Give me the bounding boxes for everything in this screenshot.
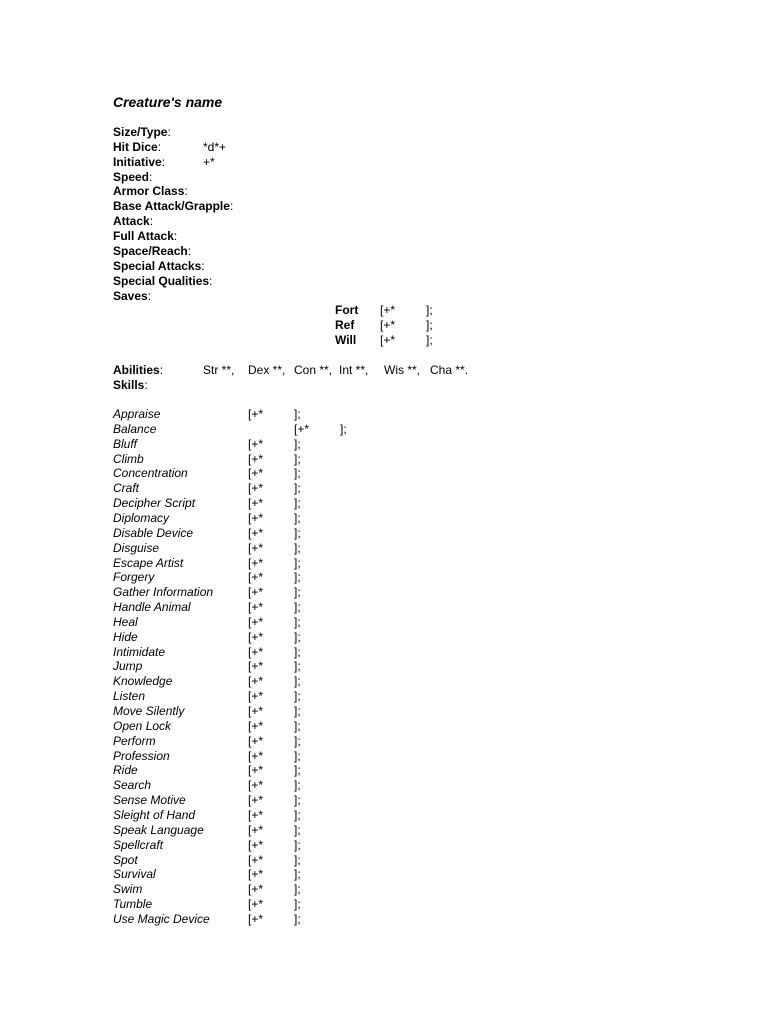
skill-name: Climb	[113, 452, 144, 466]
save-open-fort: [+*	[380, 303, 396, 317]
skill-name: Forgery	[113, 570, 155, 584]
skill-bonus-close: ];	[294, 689, 301, 703]
skill-bonus-close: ];	[340, 422, 347, 436]
skill-name: Survival	[113, 867, 156, 881]
skill-bonus-open: [+*	[248, 659, 264, 673]
skill-bonus-open: [+*	[248, 808, 264, 822]
skill-bonus-close: ];	[294, 452, 301, 466]
skill-bonus-open: [+*	[248, 526, 264, 540]
skill-name: Tumble	[113, 897, 153, 911]
skill-bonus-open: [+*	[248, 541, 264, 555]
stat-line-base-attack-grapple: Base Attack/Grapple:	[113, 199, 234, 213]
save-label-ref: Ref	[335, 318, 355, 332]
skill-bonus-open: [+*	[248, 674, 264, 688]
stat-label: Full Attack	[113, 229, 174, 243]
stat-line-saves: Saves:	[113, 289, 152, 303]
skill-bonus-open: [+*	[248, 466, 264, 480]
ability-str: Str **,	[203, 363, 235, 377]
skill-bonus-close: ];	[294, 719, 301, 733]
skill-bonus-close: ];	[294, 541, 301, 555]
save-label-fort: Fort	[335, 303, 359, 317]
ability-int: Int **,	[339, 363, 369, 377]
skill-bonus-close: ];	[294, 734, 301, 748]
stat-label: Special Attacks	[113, 259, 202, 273]
skill-bonus-close: ];	[294, 600, 301, 614]
skill-bonus-close: ];	[294, 882, 301, 896]
skill-name: Disguise	[113, 541, 160, 555]
skill-bonus-open: [+*	[248, 645, 264, 659]
stat-label: Saves	[113, 289, 148, 303]
ability-wis: Wis **,	[384, 363, 420, 377]
save-close-fort: ];	[426, 303, 433, 317]
skill-bonus-close: ];	[294, 407, 301, 421]
skill-name: Open Lock	[113, 719, 172, 733]
skill-bonus-open: [+*	[248, 600, 264, 614]
skill-bonus-close: ];	[294, 778, 301, 792]
stat-label: Armor Class	[113, 184, 185, 198]
stat-label: Attack	[113, 214, 150, 228]
skill-bonus-close: ];	[294, 793, 301, 807]
stat-line-attack: Attack:	[113, 214, 154, 228]
skill-name: Ride	[113, 763, 138, 777]
skill-bonus-open: [+*	[248, 511, 264, 525]
stat-line-space-reach: Space/Reach:	[113, 244, 192, 258]
skill-bonus-open: [+*	[248, 689, 264, 703]
skill-bonus-close: ];	[294, 511, 301, 525]
skill-bonus-close: ];	[294, 645, 301, 659]
skill-bonus-close: ];	[294, 867, 301, 881]
skill-bonus-open: [+*	[248, 867, 264, 881]
stat-line-speed: Speed:	[113, 170, 153, 184]
skill-bonus-close: ];	[294, 897, 301, 911]
skill-bonus-close: ];	[294, 630, 301, 644]
skill-name: Handle Animal	[113, 600, 191, 614]
skill-bonus-open: [+*	[248, 452, 264, 466]
skill-name: Bluff	[113, 437, 138, 451]
stat-line-size-type: Size/Type:	[113, 125, 171, 139]
skill-name: Decipher Script	[113, 496, 196, 510]
skill-bonus-close: ];	[294, 496, 301, 510]
skill-bonus-close: ];	[294, 615, 301, 629]
stat-line-full-attack: Full Attack:	[113, 229, 178, 243]
skill-name: Spot	[113, 853, 138, 867]
skill-name: Disable Device	[113, 526, 194, 540]
skill-bonus-open: [+*	[248, 897, 264, 911]
skill-bonus-open: [+*	[248, 763, 264, 777]
save-open-ref: [+*	[380, 318, 396, 332]
stat-line-special-attacks: Special Attacks:	[113, 259, 205, 273]
stat-value-hit-dice: *d*+	[203, 140, 227, 154]
stat-label: Base Attack/Grapple	[113, 199, 230, 213]
skill-bonus-close: ];	[294, 466, 301, 480]
skill-bonus-open: [+*	[248, 615, 264, 629]
abilities-label: Abilities	[113, 363, 160, 377]
skill-name: Swim	[113, 882, 143, 896]
skill-bonus-close: ];	[294, 556, 301, 570]
stat-line-special-qualities: Special Qualities:	[113, 274, 213, 288]
skill-name: Knowledge	[113, 674, 173, 688]
skill-name: Spellcraft	[113, 838, 164, 852]
creature-name-heading: Creature's name	[113, 94, 223, 110]
skills-label: Skills	[113, 378, 145, 392]
skill-bonus-open: [+*	[248, 481, 264, 495]
save-close-will: ];	[426, 333, 433, 347]
skill-name: Perform	[113, 734, 156, 748]
skill-bonus-close: ];	[294, 853, 301, 867]
skill-bonus-open: [+*	[248, 778, 264, 792]
skill-name: Listen	[113, 689, 146, 703]
skill-bonus-open: [+*	[248, 793, 264, 807]
skill-bonus-close: ];	[294, 437, 301, 451]
stat-label: Size/Type	[113, 125, 168, 139]
skill-name: Use Magic Device	[113, 912, 210, 926]
skill-name: Search	[113, 778, 152, 792]
skill-bonus-open: [+*	[248, 853, 264, 867]
skill-name: Jump	[113, 659, 143, 673]
skill-bonus-open: [+*	[248, 630, 264, 644]
skill-bonus-close: ];	[294, 659, 301, 673]
skill-bonus-close: ];	[294, 585, 301, 599]
skill-name: Craft	[113, 481, 140, 495]
ability-cha: Cha **.	[430, 363, 469, 377]
skill-bonus-open: [+*	[248, 719, 264, 733]
ability-con: Con **,	[294, 363, 333, 377]
skill-bonus-open: [+*	[294, 422, 310, 436]
skill-name: Move Silently	[113, 704, 185, 718]
skill-name: Sense Motive	[113, 793, 186, 807]
stat-line-armor-class: Armor Class:	[113, 184, 188, 198]
skill-bonus-open: [+*	[248, 570, 264, 584]
skill-bonus-open: [+*	[248, 437, 264, 451]
skill-bonus-open: [+*	[248, 838, 264, 852]
stat-label: Speed	[113, 170, 150, 184]
stat-line-hit-dice: Hit Dice:	[113, 140, 162, 154]
stat-value-initiative: +*	[203, 155, 215, 169]
skills-line: Skills:	[113, 378, 148, 392]
skill-name: Sleight of Hand	[113, 808, 196, 822]
skill-bonus-close: ];	[294, 912, 301, 926]
skill-bonus-open: [+*	[248, 585, 264, 599]
skill-bonus-close: ];	[294, 526, 301, 540]
skill-bonus-open: [+*	[248, 882, 264, 896]
skill-name: Diplomacy	[113, 511, 170, 525]
skill-bonus-close: ];	[294, 481, 301, 495]
skill-bonus-open: [+*	[248, 912, 264, 926]
skill-name: Balance	[113, 422, 157, 436]
skill-bonus-open: [+*	[248, 704, 264, 718]
skill-name: Gather Information	[113, 585, 214, 599]
skill-bonus-close: ];	[294, 749, 301, 763]
skill-bonus-open: [+*	[248, 496, 264, 510]
skill-bonus-open: [+*	[248, 749, 264, 763]
stat-label: Hit Dice	[113, 140, 158, 154]
skill-name: Escape Artist	[113, 556, 184, 570]
skill-name: Profession	[113, 749, 170, 763]
skill-name: Appraise	[113, 407, 161, 421]
skill-bonus-open: [+*	[248, 734, 264, 748]
skill-bonus-open: [+*	[248, 556, 264, 570]
skill-bonus-close: ];	[294, 808, 301, 822]
stat-label: Special Qualities	[113, 274, 210, 288]
stat-line-initiative: Initiative:	[113, 155, 166, 169]
skill-bonus-close: ];	[294, 704, 301, 718]
skill-name: Heal	[113, 615, 138, 629]
save-open-will: [+*	[380, 333, 396, 347]
stat-label: Space/Reach	[113, 244, 188, 258]
abilities-line: Abilities:	[113, 363, 164, 377]
skill-bonus-open: [+*	[248, 407, 264, 421]
skill-bonus-close: ];	[294, 570, 301, 584]
skill-bonus-close: ];	[294, 838, 301, 852]
skill-name: Speak Language	[113, 823, 204, 837]
skill-bonus-close: ];	[294, 674, 301, 688]
save-close-ref: ];	[426, 318, 433, 332]
skill-bonus-close: ];	[294, 763, 301, 777]
ability-dex: Dex **,	[248, 363, 286, 377]
skill-name: Hide	[113, 630, 138, 644]
stat-label: Initiative	[113, 155, 162, 169]
save-label-will: Will	[335, 333, 357, 347]
skill-name: Concentration	[113, 466, 188, 480]
skill-bonus-close: ];	[294, 823, 301, 837]
skill-bonus-open: [+*	[248, 823, 264, 837]
skill-name: Intimidate	[113, 645, 166, 659]
